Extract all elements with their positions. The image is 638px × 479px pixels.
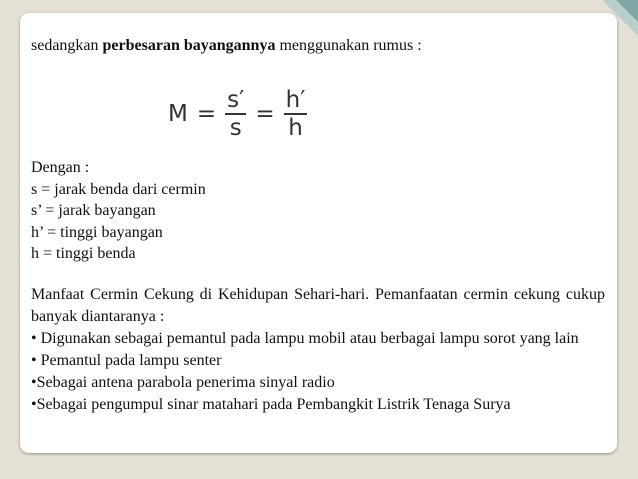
formula-equals-1: = (196, 101, 217, 127)
fraction-s-numerator: s′ (227, 87, 245, 113)
formula-lhs: M (168, 101, 188, 127)
benefits-lead: Manfaat Cermin Cekung di Kehidupan Sehari-hari. Pemanfaatan cermin cekung cukup banyak diantaranya : (31, 286, 605, 325)
fraction-s (225, 88, 246, 140)
benefit-bullet: • Digunakan sebagai pemantul pada lampu mobil atau berbagai lampu sorot yang lain (31, 330, 579, 347)
fraction-h (284, 88, 308, 140)
fraction-s-denominator: s (229, 115, 242, 141)
definition-item: h’ = tinggi bayangan (31, 223, 163, 241)
benefit-bullet: •Sebagai pengumpul sinar matahari pada Pembangkit Listrik Tenaga Surya (31, 396, 511, 413)
definition-item: s = jarak benda dari cermin (31, 180, 206, 198)
intro-bold-term: perbesaran bayangannya (102, 37, 276, 54)
formula-equals-2: = (255, 101, 275, 127)
intro-prefix: sedangkan (31, 37, 103, 54)
fraction-h-numerator: h′ (285, 87, 306, 113)
intro-line (31, 36, 422, 56)
magnification-formula (168, 88, 307, 140)
benefits-paragraph (31, 284, 605, 416)
slide-content (20, 13, 617, 453)
intro-suffix: menggunakan rumus : (275, 37, 422, 54)
benefit-bullet: • Pemantul pada lampu senter (31, 352, 222, 369)
definitions-heading: Dengan : (31, 159, 90, 176)
definition-item: s’ = jarak bayangan (31, 202, 156, 219)
definition-item: h = tinggi benda (31, 245, 136, 262)
benefit-bullet: •Sebagai antena parabola penerima sinyal radio (31, 374, 335, 391)
fraction-h-denominator: h (288, 115, 303, 141)
definitions-list (31, 157, 206, 265)
